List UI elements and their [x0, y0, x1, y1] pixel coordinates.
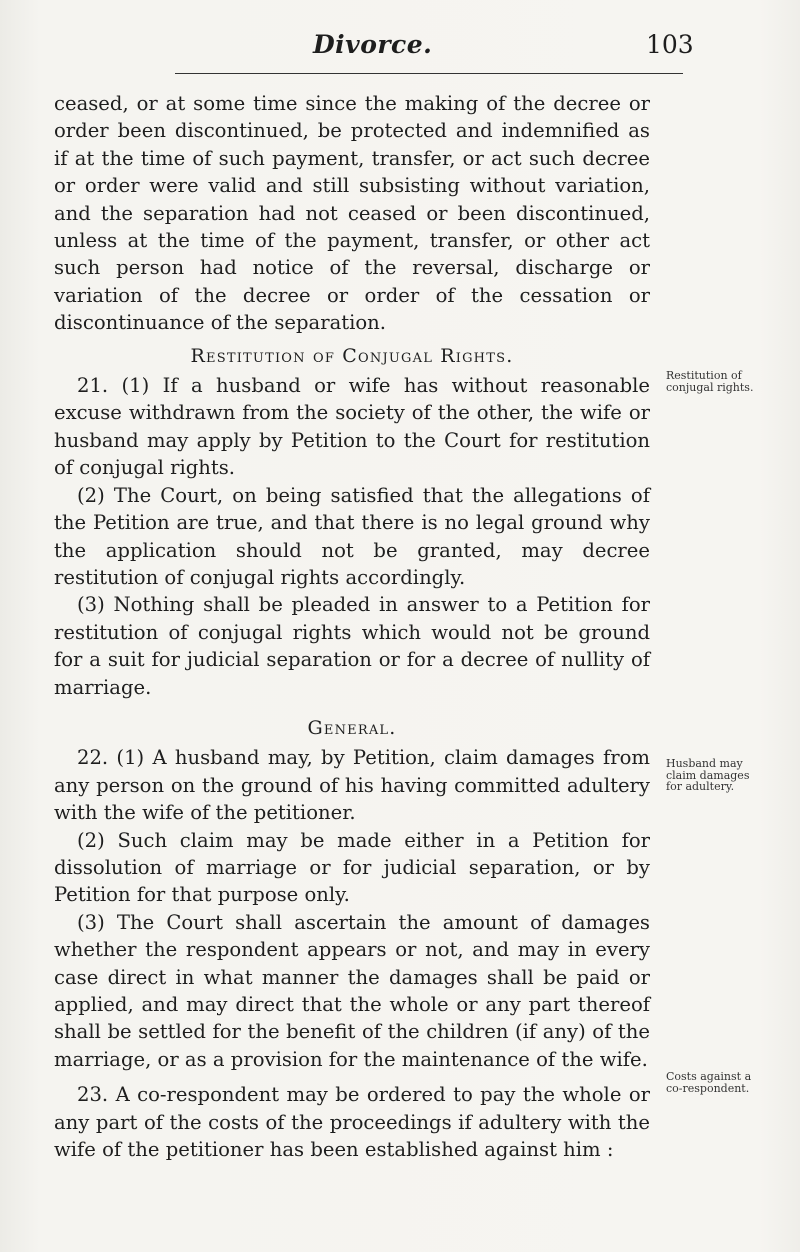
main-text [54, 90, 650, 1163]
paragraph-continuation: ceased, or at some time since the making of the decree or order been discontinued, be protected and indemnified as if at the time of such payment, transfer, or act such decree or order were valid and still subsisting without variation, and the separation had not ceased or been discontinued, unless at the time of the payment, transfer, or other act such person had notice of the reversal, discharge or variation of the decree or order of the cessation or discontinuance of the separation. [54, 92, 650, 335]
running-head [0, 30, 800, 70]
marginal-note-line: Costs against a [666, 1070, 752, 1083]
marginal-note-line: conjugal rights. [666, 380, 754, 394]
paragraph-21-3: (3) Nothing shall be pleaded in answer to a Petition for restitution of conjugal rights which would not be ground for a suit for judicial separation or for a decree of nullity of marriage. [54, 593, 650, 699]
page-number: 103 [646, 30, 694, 59]
section-heading-general: General. [307, 716, 397, 739]
paragraph-22-3: (3) The Court shall ascertain the amount of damages whether the respondent appears or not, and may in every case direct in what manner the damages shall be paid or applied, and may direct that the whole or any part thereof shall be settled for the benefit of the children (if any) of the marriage, or as a provision for the maintenance of the wife. [54, 910, 650, 1071]
marginal-note-costs [666, 1071, 796, 1094]
marginal-note-line: Restitution of [666, 369, 742, 382]
marginal-note-line: claim damages [666, 768, 750, 782]
marginal-note-line: co-respondent. [666, 1081, 750, 1095]
paragraph-22-2: (2) Such claim may be made either in a Petition for dissolution of marriage or for judicial separation, or by Petition for that purpose only. [54, 828, 650, 907]
section-heading-restitution: Restitution of Conjugal Rights. [190, 344, 514, 367]
marginal-note-line: Husband may [666, 757, 743, 770]
paragraph-21-2: (2) The Court, on being satisfied that the allegations of the Petition are true, and that there is no legal ground why the application should not be granted, may decree restitution of conjugal rights accordingly. [54, 483, 650, 589]
running-title: Divorce. [313, 30, 433, 59]
header-rule [175, 73, 683, 74]
marginal-note-restitution [666, 370, 796, 393]
paragraph-23: 23. A co-respondent may be ordered to pay the whole or any part of the costs of the proceedings if adultery with the wife of the petitioner has been established against him : [54, 1083, 650, 1162]
paragraph-21-1: 21. (1) If a husband or wife has without reasonable excuse withdrawn from the society of the other, the wife or husband may apply by Petition to the Court for restitution of conjugal rights. [54, 374, 650, 480]
marginal-note-damages [666, 758, 796, 793]
marginal-note-line: for adultery. [666, 780, 735, 793]
paragraph-22-1: 22. (1) A husband may, by Petition, claim damages from any person on the ground of his having committed adultery with the wife of the petitioner. [54, 746, 650, 825]
